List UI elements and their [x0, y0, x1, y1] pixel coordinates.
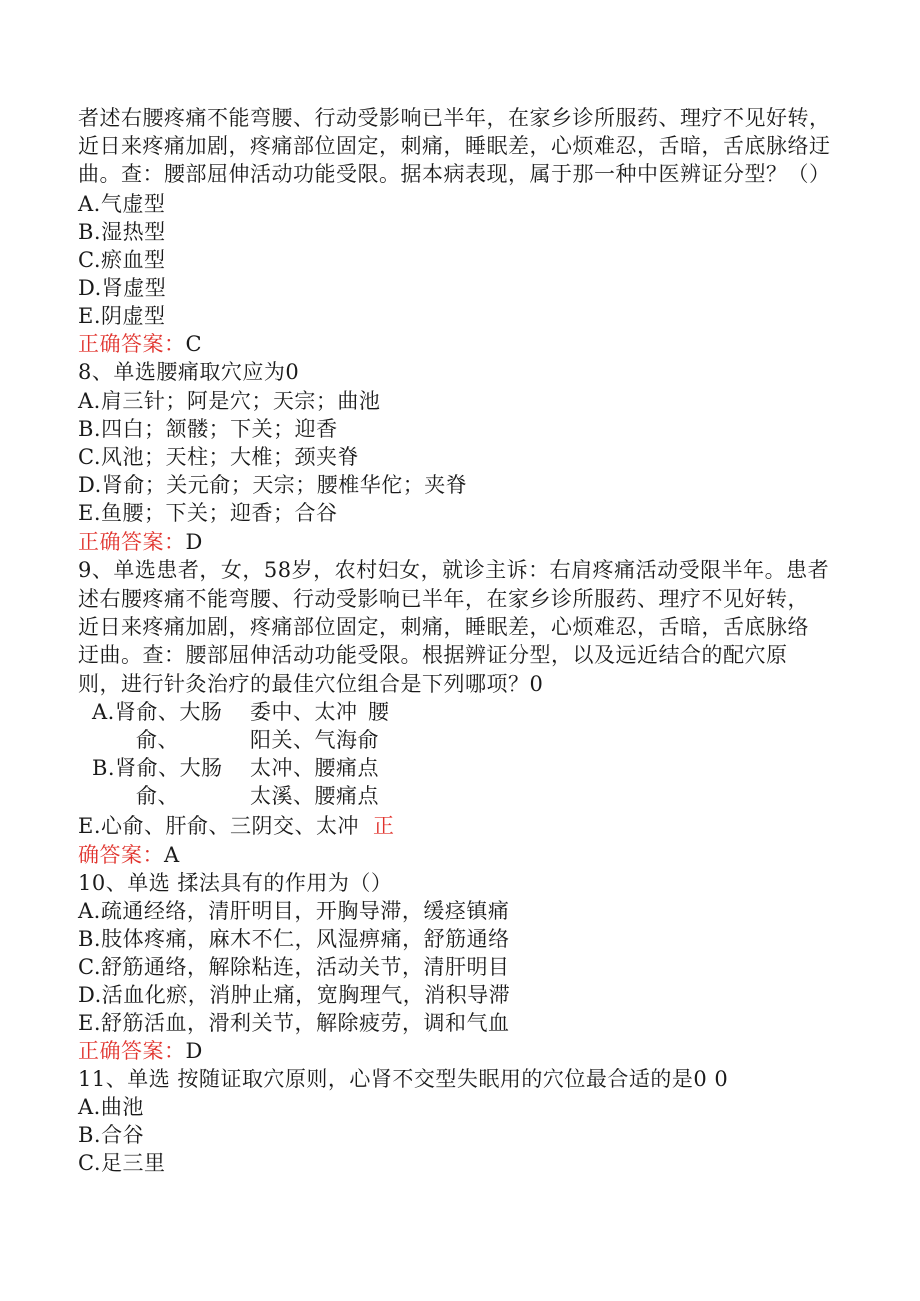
- q9-option-e-text: E.心俞、肝俞、三阴交、太冲: [78, 814, 360, 838]
- q10-answer: [78, 1037, 203, 1065]
- q9-option-a-col2: 委中、太冲: [250, 700, 358, 724]
- q11-option-c: C.足三里: [78, 1151, 166, 1175]
- q7-answer: [78, 330, 202, 358]
- q8-option-d: D.肾俞；关元俞；天宗；腰椎华佗；夹脊: [78, 473, 468, 497]
- answer-value: D: [185, 1039, 203, 1063]
- q9-option-a-col1: A.肾俞、大肠: [92, 700, 223, 724]
- q7-stem-line-3: 曲。查：腰部屈伸活动功能受限。据本病表现，属于那一种中医辨证分型？（）: [78, 162, 831, 186]
- q7-stem-line-2: 近日来疼痛加剧，疼痛部位固定，刺痛，睡眠差，心烦难忍，舌暗，舌底脉络迂: [78, 134, 831, 158]
- answer-value: C: [185, 332, 203, 356]
- q9-option-b-col2-wrap: 太溪、腰痛点: [250, 784, 379, 808]
- answer-label: 正确答案：: [78, 332, 186, 356]
- q9-stem-line-5: 则，进行针灸治疗的最佳穴位组合是下列哪项？0: [78, 672, 544, 696]
- q9-option-b-col2: 太冲、腰痛点: [250, 756, 379, 780]
- q9-option-b-col1: B.肾俞、大肠: [92, 756, 223, 780]
- q9-stem-line-1: 9、单选患者，女，58岁，农村妇女，就诊主诉：右肩疼痛活动受限半年。患者: [78, 558, 830, 582]
- q7-option-e: E.阴虚型: [78, 304, 166, 328]
- answer-label-part1: 正: [373, 814, 395, 838]
- q7-stem-line-1: 者述右腰疼痛不能弯腰、行动受影响已半年，在家乡诊所服药、理疗不见好转，: [78, 106, 831, 130]
- q9-option-b-col1-wrap: 俞、: [136, 784, 179, 808]
- q11-option-b: B.合谷: [78, 1123, 145, 1147]
- answer-label: 正确答案：: [78, 530, 186, 554]
- q9-answer: [78, 841, 180, 869]
- answer-value: D: [185, 530, 203, 554]
- q10-option-a: A.疏通经络，清肝明目，开胸导滞，缓痉镇痛: [78, 899, 510, 923]
- q8-option-e: E.鱼腰；下关；迎香；合谷: [78, 501, 338, 525]
- q9-stem-line-3: 近日来疼痛加剧，疼痛部位固定，刺痛，睡眠差，心烦难忍，舌暗，舌底脉络: [78, 615, 809, 639]
- q9-stem-line-2: 述右腰疼痛不能弯腰、行动受影响已半年，在家乡诊所服药、理疗不见好转，: [78, 587, 809, 611]
- q10-option-b: B.肢体疼痛，麻木不仁，风湿痹痛，舒筋通络: [78, 927, 510, 951]
- q10-option-e: E.舒筋活血，滑利关节，解除疲劳，调和气血: [78, 1011, 510, 1035]
- q9-option-a-col1-wrap: 俞、: [136, 728, 179, 752]
- q10-stem: 10、单选 揉法具有的作用为（）: [78, 871, 393, 895]
- q7-option-c: C.瘀血型: [78, 248, 166, 272]
- q9-option-e: [78, 812, 395, 840]
- q8-option-a: A.肩三针；阿是穴；天宗；曲池: [78, 389, 381, 413]
- q9-option-a-col3: 腰: [368, 700, 390, 724]
- q9-option-a-col2-wrap: 阳关、气海俞: [250, 728, 379, 752]
- q7-option-a: A.气虚型: [78, 192, 166, 216]
- q9-stem-line-4: 迂曲。查：腰部屈伸活动功能受限。根据辨证分型，以及远近结合的配穴原: [78, 643, 788, 667]
- q10-option-c: C.舒筋通络，解除粘连，活动关节，清肝明目: [78, 955, 510, 979]
- answer-label: 正确答案：: [78, 1039, 186, 1063]
- q11-stem: 11、单选 按随证取穴原则，心肾不交型失眠用的穴位最合适的是0 0: [78, 1067, 729, 1091]
- q11-option-a: A.曲池: [78, 1095, 144, 1119]
- q8-answer: [78, 528, 203, 556]
- q8-option-b: B.四白；颔髅；下关；迎香: [78, 417, 338, 441]
- answer-value: A: [164, 843, 180, 867]
- q7-option-b: B.湿热型: [78, 220, 166, 244]
- q8-option-c: C.风池；天柱；大椎；颈夹脊: [78, 445, 359, 469]
- q10-option-d: D.活血化瘀，消肿止痛，宽胸理气，消积导滞: [78, 983, 511, 1007]
- q8-stem: 8、单选腰痛取穴应为0: [78, 360, 300, 384]
- answer-label-part2: 确答案：: [78, 843, 164, 867]
- q7-option-d: D.肾虚型: [78, 276, 167, 300]
